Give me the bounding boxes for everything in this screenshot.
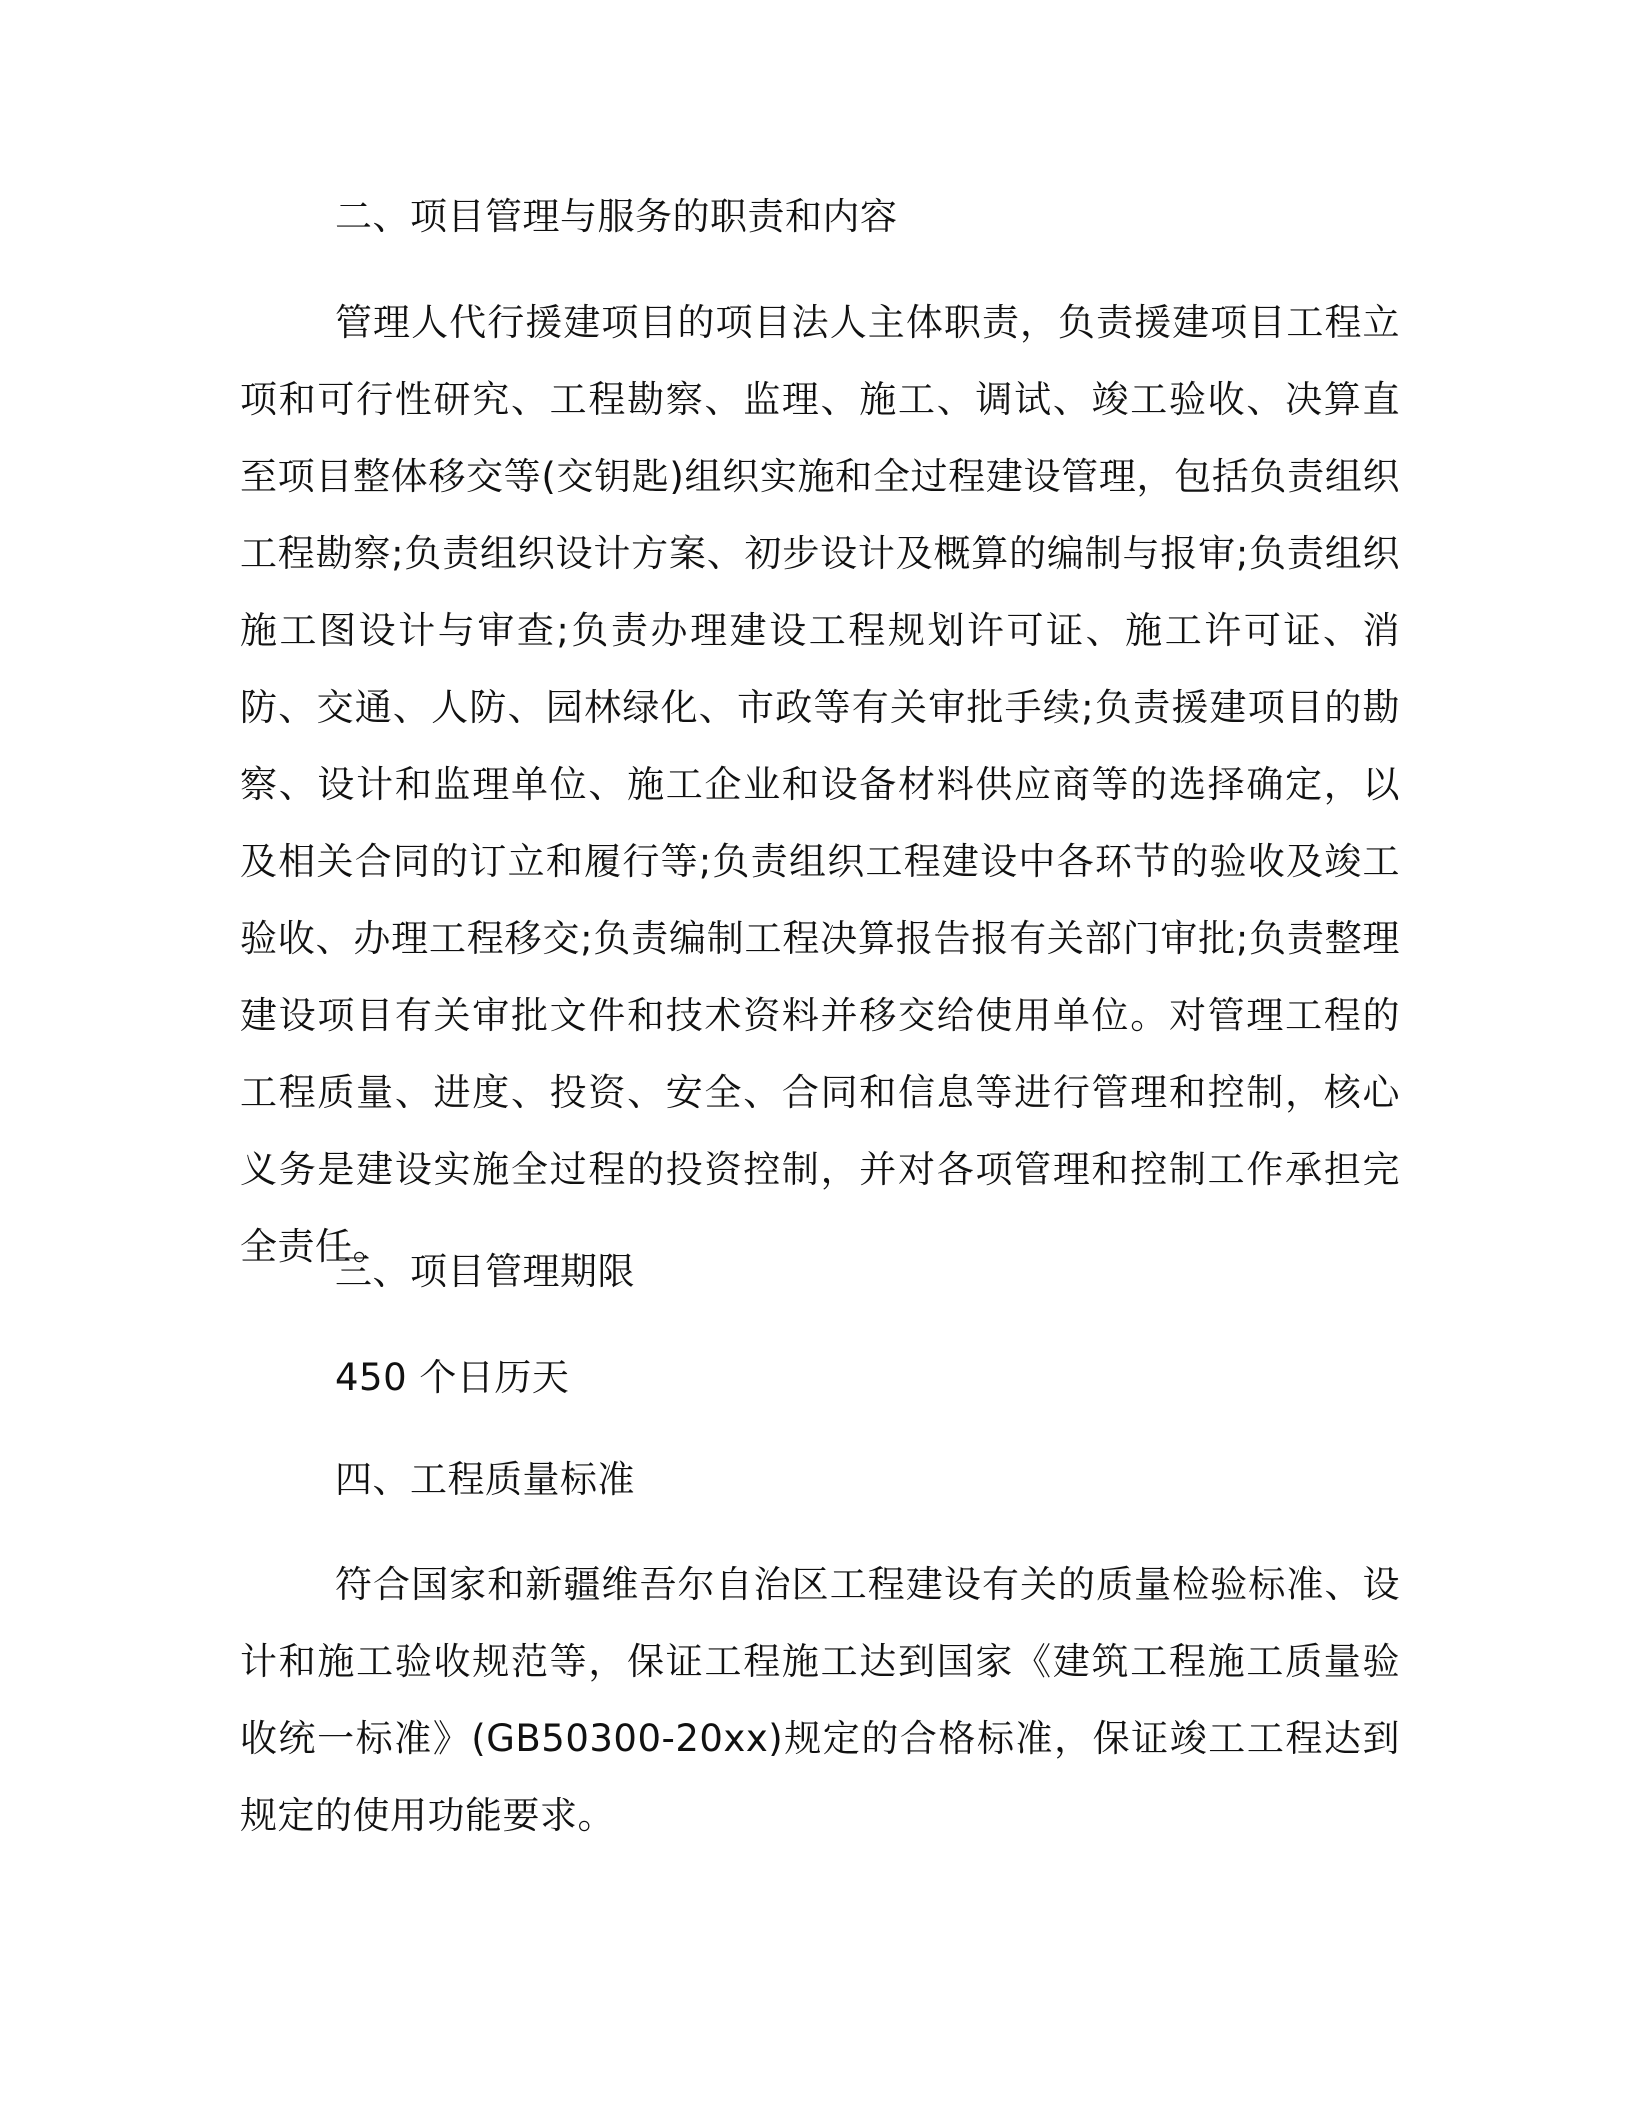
section-2-heading: 二、项目管理与服务的职责和内容 <box>335 195 898 238</box>
section-2-body: 管理人代行援建项目的项目法人主体职责，负责援建项目工程立项和可行性研究、工程勘察、监理、施工、调试、竣工验收、决算直至项目整体移交等(交钥匙)组织实施和全过程建设管理，包括负责组织工程勘察;负责组织设计方案、初步设计及概算的编制与报审;负责组织施工图设计与审查;负责办理建设工程规划许可证、施工许可证、消防、交通、人防、园林绿化、市政等有关审批手续;负责援建项目的勘察、设计和监理单位、施工企业和设备材料供应商等的选择确定，以及相关合同的订立和履行等;负责组织工程建设中各环节的验收及竣工验收、办理工程移交;负责编制工程决算报告报有关部门审批;负责整理建设项目有关审批文件和技术资料并移交给使用单位。对管理工程的工程质量、进度、投资、安全、合同和信息等进行管理和控制，核心义务是建设实施全过程的投资控制，并对各项管理和控制工作承担完全责任。 <box>240 301 1400 1268</box>
section-3-heading: 三、项目管理期限 <box>335 1250 635 1293</box>
section-4-body: 符合国家和新疆维吾尔自治区工程建设有关的质量检验标准、设计和施工验收规范等，保证工程施工达到国家《建筑工程施工质量验收统一标准》(GB50300-20xx)规定的合格标准，保证竣工工程达到规定的使用功能要求。 <box>240 1563 1400 1837</box>
section-3-duration: 450 个日历天 <box>335 1356 570 1399</box>
section-4-heading: 四、工程质量标准 <box>335 1458 635 1501</box>
